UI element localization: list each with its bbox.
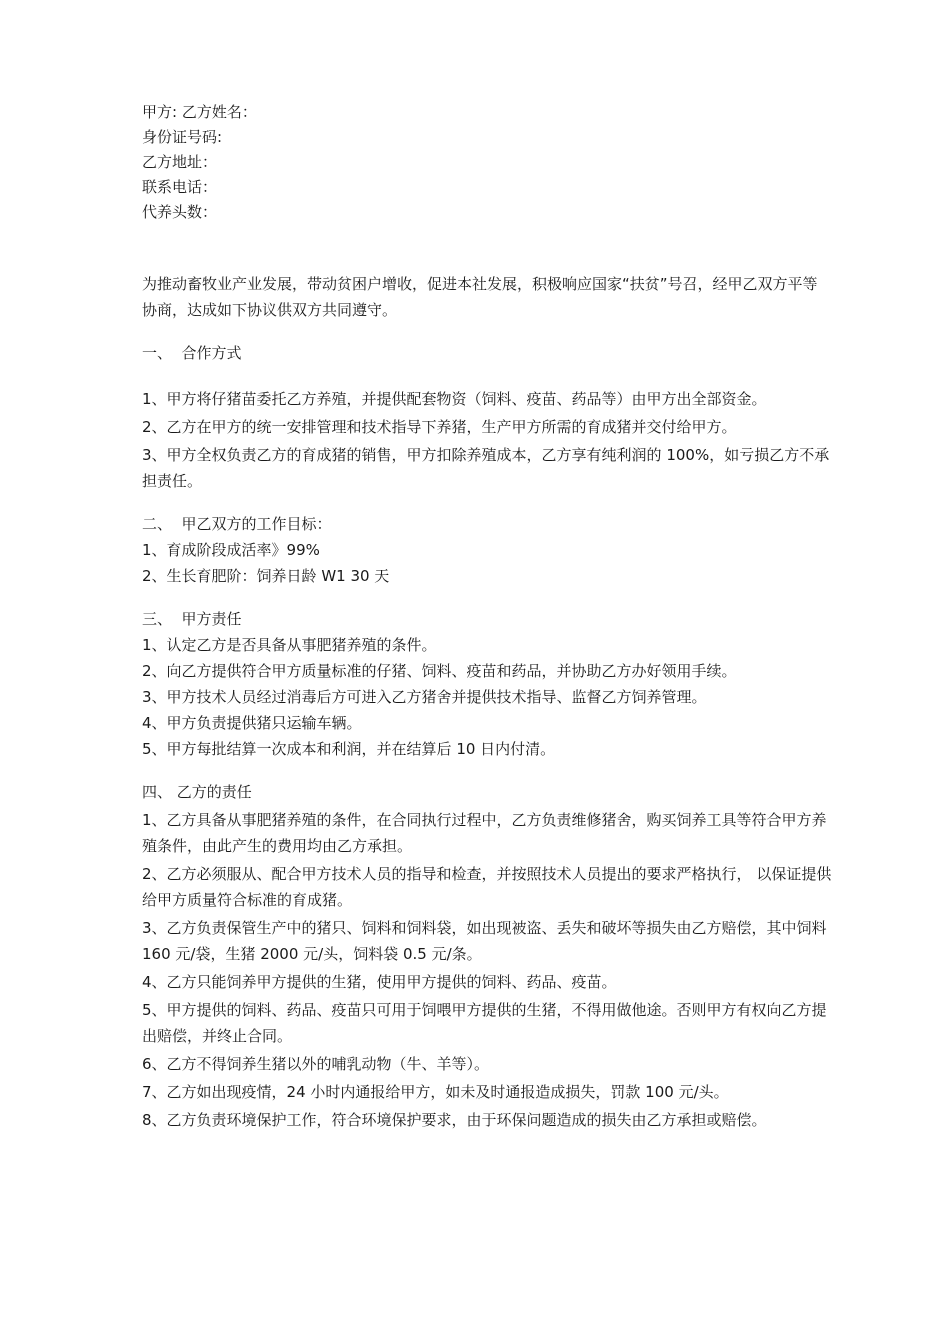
section-2-item-2: 2、生长育肥阶：饲养日龄 W1 30 天 [142, 567, 390, 585]
section-2-item-1: 1、育成阶段成活率》99% [142, 541, 320, 559]
section-1-item-1: 1、甲方将仔猪苗委托乙方养殖，并提供配套物资（饲料、疫苗、药品等）由甲方出全部资金。 [142, 390, 767, 408]
section-4-item-7: 7、乙方如出现疫情，24 小时内通报给甲方，如未及时通报造成损失，罚款 100 元/头。 [142, 1083, 729, 1101]
section-4-item-3: 3、乙方负责保管生产中的猪只、饲料和饲料袋，如出现被盗、丢失和破坏等损失由乙方赔偿，其中饲料 160 元/袋，生猪 2000 元/头，饲料袋 0.5 元/条。 [142, 919, 827, 963]
section-4-item-5: 5、甲方提供的饲料、药品、疫苗只可用于饲喂甲方提供的生猪，不得用做他途。否则甲方有权向乙方提出赔偿，并终止合同。 [142, 1001, 827, 1045]
party-line: 甲方: 乙方姓名： [142, 103, 257, 121]
phone-line: 联系电话： [142, 178, 218, 196]
section-4-item-1: 1、乙方具备从事肥猪养殖的条件，在合同执行过程中，乙方负责维修猪舍，购买饲养工具等符合甲方养殖条件，由此产生的费用均由乙方承担。 [142, 811, 827, 855]
section-3-item-4: 4、甲方负责提供猪只运输车辆。 [142, 714, 362, 732]
section-2-title: 二、 甲乙双方的工作目标： [142, 515, 332, 533]
section-4-item-2: 2、乙方必须服从、配合甲方技术人员的指导和检查，并按照技术人员提出的要求严格执行， 以保证提供给甲方质量符合标准的育成猪。 [142, 865, 832, 909]
head-count-line: 代养头数： [142, 203, 218, 221]
section-3-item-5: 5、甲方每批结算一次成本和利润，并在结算后 10 日内付清。 [142, 740, 556, 758]
section-4-item-6: 6、乙方不得饲养生猪以外的哺乳动物（牛、羊等）。 [142, 1055, 490, 1073]
party-info-block [142, 100, 832, 225]
section-1-item-3: 3、甲方全权负责乙方的育成猪的销售，甲方扣除养殖成本，乙方享有纯利润的 100%，如亏损乙方不承担责任。 [142, 446, 830, 490]
section-3-item-3: 3、甲方技术人员经过消毒后方可进入乙方猪舍并提供技术指导、监督乙方饲养管理。 [142, 688, 707, 706]
id-number-line: 身份证号码: [142, 128, 223, 146]
section-3-item-2: 2、向乙方提供符合甲方质量标准的仔猪、饲料、疫苗和药品，并协助乙方办好领用手续。 [142, 662, 737, 680]
section-1-item-2: 2、乙方在甲方的统一安排管理和技术指导下养猪，生产甲方所需的育成猪并交付给甲方。 [142, 418, 737, 436]
section-3-item-1: 1、认定乙方是否具备从事肥猪养殖的条件。 [142, 636, 437, 654]
section-1-title: 一、 合作方式 [142, 344, 242, 362]
section-4-item-8: 8、乙方负责环境保护工作，符合环境保护要求，由于环保问题造成的损失由乙方承担或赔偿。 [142, 1111, 767, 1129]
contract-page [142, 100, 832, 1133]
intro-paragraph: 为推动畜牧业产业发展，带动贫困户增收，促进本社发展，积极响应国家“扶贫”号召，经甲乙双方平等协商，达成如下协议供双方共同遵守。 [142, 275, 818, 319]
address-line: 乙方地址： [142, 153, 218, 171]
section-4-title: 四、 乙方的责任 [142, 783, 252, 801]
section-4-item-4: 4、乙方只能饲养甲方提供的生猪，使用甲方提供的饲料、药品、疫苗。 [142, 973, 617, 991]
section-3-title: 三、 甲方责任 [142, 610, 242, 628]
